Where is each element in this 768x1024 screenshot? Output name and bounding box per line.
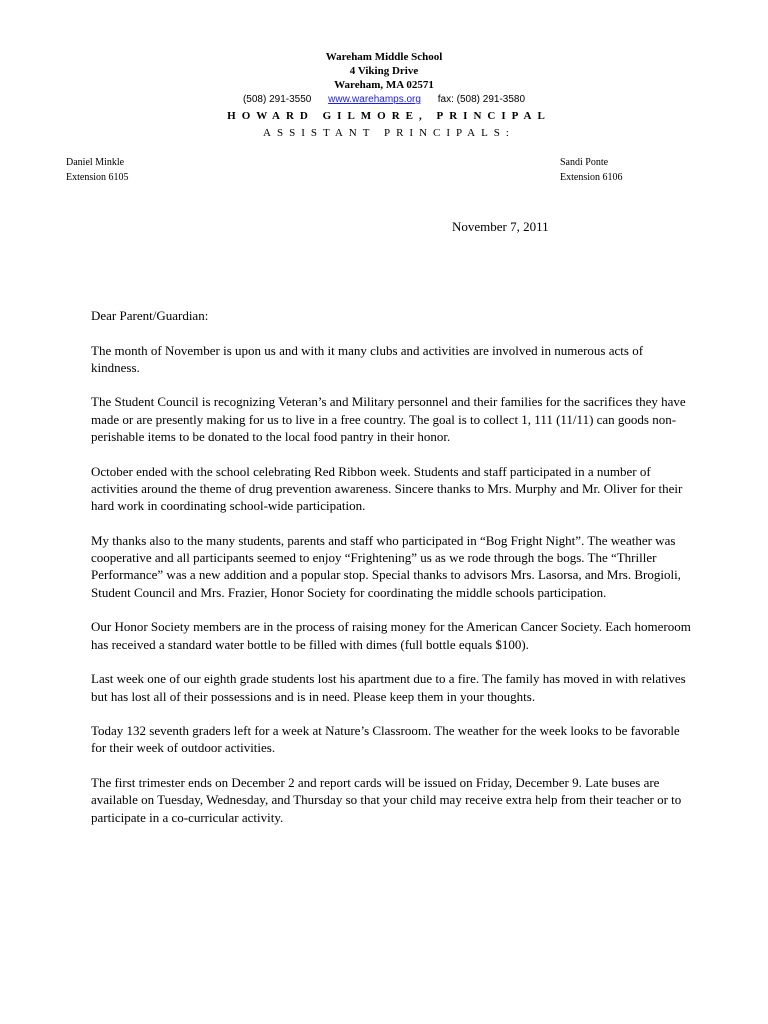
paragraph: The month of November is upon us and with it many clubs and activities are involved in numerous acts of kindness.: [91, 342, 644, 375]
paragraph: Last week one of our eighth grade students lost his apartment due to a fire. The family has moved in with relatives but has lost all of their possessions and is in need. Please keep them in your thoughts.: [91, 671, 686, 704]
paragraph: October ended with the school celebrating Red Ribbon week. Students and staff participated in a number of activities around the theme of drug prevention awareness. Sincere thanks to Mrs. Murphy and Mr. Oliver for their hard work in coordinating school-wide participation.: [91, 463, 683, 514]
paragraph: Our Honor Society members are in the process of raising money for the American Cancer Society. Each homeroom has received a standard water bottle to be filled with dimes (full bottle equals $100).: [91, 619, 691, 652]
street-address: 4 Viking Drive: [349, 65, 419, 77]
assistant-principal-left: [66, 155, 129, 185]
assistant-extension: Extension 6105: [66, 172, 129, 183]
paragraph: Today 132 seventh graders left for a week at Nature’s Classroom. The weather for the week looks to be favorable for their week of outdoor activities.: [91, 723, 680, 756]
letter-date: November 7, 2011: [452, 219, 549, 234]
assistant-principal-right: [560, 155, 623, 185]
assistant-name: Sandi Ponte: [560, 157, 609, 168]
contact-row: [0, 93, 768, 107]
principal-line: HOWARD GILMORE, PRINCIPAL: [227, 110, 551, 122]
letter-body: [91, 307, 691, 843]
paragraph: My thanks also to the many students, parents and staff who participated in “Bog Fright Night”. The weather was cooperative and all participants seemed to enjoy “Frightening” us as we rode through the bogs. The “Thriller Performance” was a new addition and a popular stop. Special thanks to advisors Mrs. Lasorsa, and Mrs. Brogioli, Student Council and Mrs. Frazier, Honor Society for coordinating the middle schools participation.: [91, 532, 681, 600]
fax-number: fax: (508) 291-3580: [437, 94, 526, 105]
assistant-principals-heading: ASSISTANT PRINCIPALS:: [263, 127, 515, 139]
letterhead: [0, 50, 768, 141]
school-name: Wareham Middle School: [325, 51, 443, 63]
city-address: Wareham, MA 02571: [334, 79, 434, 91]
salutation: Dear Parent/Guardian:: [91, 308, 209, 323]
phone-number: (508) 291-3550: [242, 94, 312, 105]
paragraph: The first trimester ends on December 2 and report cards will be issued on Friday, December 9. Late buses are available on Tuesday, Wednesday, and Thursday so that your child may receive extra help from their teacher or to participate in a co-curricular activity.: [91, 775, 682, 825]
assistant-name: Daniel Minkle: [66, 157, 125, 168]
paragraph: The Student Council is recognizing Veteran’s and Military personnel and their families for the sacrifices they have made or are presently making for us to live in a free country. The goal is to collect 1, 111 (11/11) can goods non-perishable items to be donated to the local food pantry in their honor.: [91, 394, 686, 445]
assistant-extension: Extension 6106: [560, 172, 623, 183]
website-link[interactable]: www.warehamps.org: [328, 94, 421, 105]
